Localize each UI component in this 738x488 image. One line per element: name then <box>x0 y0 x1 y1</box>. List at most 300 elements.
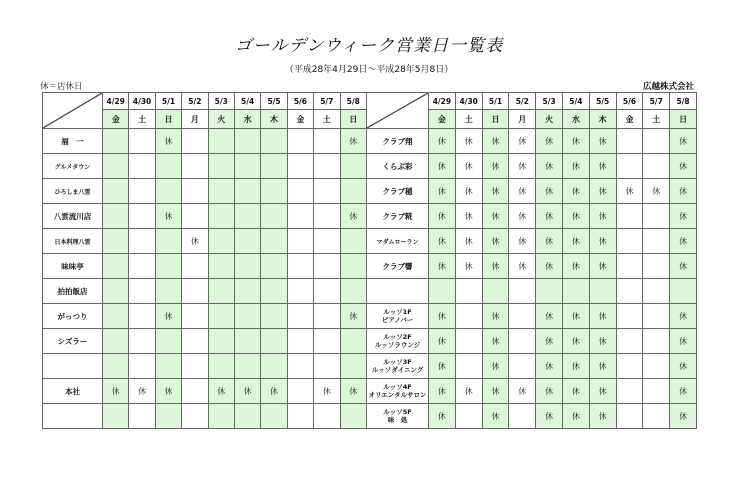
date-header: 5/7 <box>643 93 670 110</box>
status-cell <box>234 229 260 254</box>
status-cell: 休 <box>536 404 563 429</box>
status-cell <box>616 129 643 154</box>
status-cell: 休 <box>536 354 563 379</box>
weekday-header: 金 <box>616 110 643 129</box>
status-cell <box>340 154 366 179</box>
store-name: クラブ響 <box>367 254 429 279</box>
status-cell <box>261 204 287 229</box>
left-schedule-table <box>42 92 367 429</box>
date-header: 4/29 <box>429 93 456 110</box>
date-header: 4/29 <box>103 93 129 110</box>
status-cell: 休 <box>182 229 208 254</box>
status-cell: 休 <box>155 304 181 329</box>
status-cell <box>155 404 181 429</box>
status-cell: 休 <box>536 229 563 254</box>
status-cell <box>643 404 670 429</box>
status-cell <box>340 404 366 429</box>
store-name: マダムローラン <box>367 229 429 254</box>
status-cell <box>182 129 208 154</box>
status-cell <box>234 254 260 279</box>
status-cell <box>234 329 260 354</box>
status-cell: 休 <box>670 304 697 329</box>
legend: 休＝店休日 <box>40 82 83 92</box>
weekday-header: 木 <box>261 110 287 129</box>
weekday-header: 火 <box>536 110 563 129</box>
store-name <box>367 304 429 329</box>
status-cell <box>616 279 643 304</box>
status-cell: 休 <box>589 179 616 204</box>
table-row <box>43 129 367 154</box>
store-name <box>43 404 103 429</box>
status-cell: 休 <box>340 129 366 154</box>
store-name-floor: ルッソ1F <box>383 308 412 316</box>
status-cell: 休 <box>562 329 589 354</box>
status-cell: 休 <box>536 304 563 329</box>
status-cell <box>234 404 260 429</box>
date-header: 5/6 <box>616 93 643 110</box>
store-name: 福 一 <box>43 129 103 154</box>
status-cell <box>643 279 670 304</box>
status-cell: 休 <box>670 129 697 154</box>
status-cell <box>509 354 536 379</box>
status-cell <box>509 404 536 429</box>
table-row <box>367 179 697 204</box>
status-cell: 休 <box>455 179 482 204</box>
status-cell: 休 <box>429 254 456 279</box>
status-cell: 休 <box>103 379 129 404</box>
table-row <box>43 279 367 304</box>
status-cell: 休 <box>670 354 697 379</box>
status-cell <box>129 304 155 329</box>
status-cell <box>314 279 340 304</box>
status-cell <box>340 354 366 379</box>
store-name <box>367 379 429 404</box>
weekday-header: 月 <box>509 110 536 129</box>
status-cell: 休 <box>340 379 366 404</box>
status-cell <box>261 354 287 379</box>
status-cell <box>129 404 155 429</box>
status-cell: 休 <box>455 204 482 229</box>
status-cell <box>182 354 208 379</box>
store-name-label: ピアノバー <box>381 316 414 324</box>
store-name <box>43 354 103 379</box>
status-cell: 休 <box>536 254 563 279</box>
status-cell <box>643 129 670 154</box>
status-cell <box>234 154 260 179</box>
status-cell <box>208 229 234 254</box>
status-cell: 休 <box>643 179 670 204</box>
status-cell <box>155 154 181 179</box>
store-name-floor: ルッソ5F <box>383 408 412 416</box>
status-cell: 休 <box>589 254 616 279</box>
status-cell: 休 <box>155 379 181 404</box>
status-cell: 休 <box>589 204 616 229</box>
status-cell <box>103 204 129 229</box>
status-cell: 休 <box>429 179 456 204</box>
status-cell <box>261 304 287 329</box>
store-name <box>367 329 429 354</box>
date-header: 5/8 <box>340 93 366 110</box>
status-cell: 休 <box>562 129 589 154</box>
table-row <box>367 304 697 329</box>
status-cell <box>182 204 208 229</box>
status-cell: 休 <box>340 204 366 229</box>
store-name: クラブ穂 <box>367 179 429 204</box>
status-cell <box>670 279 697 304</box>
status-cell <box>129 154 155 179</box>
status-cell <box>314 354 340 379</box>
date-header: 5/2 <box>509 93 536 110</box>
status-cell: 休 <box>536 379 563 404</box>
store-name-floor: ルッソ3F <box>383 358 412 366</box>
status-cell: 休 <box>589 154 616 179</box>
status-cell <box>261 404 287 429</box>
status-cell: 休 <box>155 129 181 154</box>
weekday-header: 金 <box>287 110 313 129</box>
status-cell <box>643 304 670 329</box>
status-cell <box>103 279 129 304</box>
status-cell <box>129 254 155 279</box>
status-cell <box>208 154 234 179</box>
status-cell <box>536 279 563 304</box>
date-header: 4/30 <box>455 93 482 110</box>
date-header: 5/4 <box>562 93 589 110</box>
status-cell: 休 <box>482 304 509 329</box>
status-cell: 休 <box>208 379 234 404</box>
status-cell: 休 <box>670 254 697 279</box>
store-name: 味味亭 <box>43 254 103 279</box>
status-cell: 休 <box>429 304 456 329</box>
status-cell <box>287 404 313 429</box>
store-name-label: 味 処 <box>387 416 408 424</box>
status-cell <box>103 354 129 379</box>
status-cell <box>509 304 536 329</box>
status-cell <box>455 279 482 304</box>
status-cell: 休 <box>429 204 456 229</box>
status-cell <box>129 129 155 154</box>
status-cell <box>455 404 482 429</box>
status-cell <box>103 254 129 279</box>
status-cell: 休 <box>509 154 536 179</box>
status-cell <box>208 279 234 304</box>
weekday-header: 日 <box>670 110 697 129</box>
weekday-header: 土 <box>129 110 155 129</box>
status-cell: 休 <box>482 129 509 154</box>
status-cell <box>261 329 287 354</box>
weekday-header: 火 <box>208 110 234 129</box>
status-cell: 休 <box>455 229 482 254</box>
status-cell <box>234 179 260 204</box>
store-name: がっつり <box>43 304 103 329</box>
status-cell <box>616 154 643 179</box>
status-cell: 休 <box>455 379 482 404</box>
table-row <box>367 354 697 379</box>
store-name-label: ルッソダイニング <box>371 366 424 374</box>
status-cell <box>103 404 129 429</box>
status-cell: 休 <box>562 304 589 329</box>
status-cell <box>182 404 208 429</box>
weekday-header: 水 <box>234 110 260 129</box>
status-cell: 休 <box>670 379 697 404</box>
status-cell <box>234 354 260 379</box>
status-cell <box>314 154 340 179</box>
status-cell <box>509 279 536 304</box>
status-cell <box>234 279 260 304</box>
status-cell <box>616 354 643 379</box>
status-cell <box>643 254 670 279</box>
table-row <box>43 404 367 429</box>
store-name <box>367 279 429 304</box>
status-cell: 休 <box>261 379 287 404</box>
status-cell <box>455 304 482 329</box>
status-cell <box>182 154 208 179</box>
status-cell <box>208 254 234 279</box>
status-cell: 休 <box>482 254 509 279</box>
weekday-header: 日 <box>155 110 181 129</box>
store-name: シズラー <box>43 329 103 354</box>
status-cell <box>261 254 287 279</box>
status-cell <box>287 129 313 154</box>
status-cell: 休 <box>562 404 589 429</box>
status-cell <box>616 254 643 279</box>
table-row <box>43 154 367 179</box>
status-cell: 休 <box>482 179 509 204</box>
status-cell <box>314 404 340 429</box>
table-row <box>367 254 697 279</box>
status-cell: 休 <box>482 154 509 179</box>
date-header: 5/6 <box>287 93 313 110</box>
status-cell <box>182 279 208 304</box>
store-name: くらぶ彩 <box>367 154 429 179</box>
status-cell <box>261 229 287 254</box>
date-header: 5/8 <box>670 93 697 110</box>
status-cell <box>129 279 155 304</box>
status-cell: 休 <box>429 129 456 154</box>
status-cell: 休 <box>536 129 563 154</box>
status-cell <box>287 254 313 279</box>
date-range: （平成28年4月29日～平成28年5月8日） <box>284 65 454 75</box>
status-cell: 休 <box>482 404 509 429</box>
status-cell <box>643 329 670 354</box>
store-name-floor: ルッソ4F <box>383 383 412 391</box>
table-row <box>43 379 367 404</box>
status-cell: 休 <box>482 354 509 379</box>
status-cell <box>103 229 129 254</box>
weekday-header: 木 <box>589 110 616 129</box>
date-header: 5/5 <box>261 93 287 110</box>
status-cell <box>340 254 366 279</box>
status-cell <box>155 179 181 204</box>
status-cell: 休 <box>429 329 456 354</box>
table-row <box>367 154 697 179</box>
store-name: 八雲流川店 <box>43 204 103 229</box>
header-diagonal-cell <box>43 93 103 129</box>
table-row <box>43 354 367 379</box>
status-cell <box>103 304 129 329</box>
status-cell <box>616 229 643 254</box>
status-cell <box>261 154 287 179</box>
status-cell: 休 <box>562 354 589 379</box>
status-cell: 休 <box>340 304 366 329</box>
table-row <box>367 404 697 429</box>
status-cell: 休 <box>589 304 616 329</box>
status-cell <box>182 254 208 279</box>
status-cell <box>182 379 208 404</box>
table-row <box>367 129 697 154</box>
status-cell <box>155 254 181 279</box>
weekday-header: 土 <box>643 110 670 129</box>
status-cell <box>287 329 313 354</box>
status-cell: 休 <box>536 154 563 179</box>
status-cell <box>261 179 287 204</box>
status-cell: 休 <box>155 204 181 229</box>
page-title: ゴールデンウィーク営業日一覧表 <box>234 36 504 56</box>
store-name: 拍拍飯店 <box>43 279 103 304</box>
status-cell: 休 <box>482 379 509 404</box>
status-cell <box>129 229 155 254</box>
status-cell <box>616 329 643 354</box>
status-cell <box>616 204 643 229</box>
status-cell <box>103 329 129 354</box>
status-cell: 休 <box>234 379 260 404</box>
status-cell: 休 <box>509 179 536 204</box>
store-name-label: オリエンタルサロン <box>368 391 427 399</box>
header-diagonal-cell <box>367 93 429 129</box>
status-cell <box>129 329 155 354</box>
status-cell <box>616 304 643 329</box>
status-cell <box>155 279 181 304</box>
status-cell: 休 <box>429 354 456 379</box>
status-cell <box>234 304 260 329</box>
status-cell <box>589 279 616 304</box>
status-cell <box>287 229 313 254</box>
date-header: 5/2 <box>182 93 208 110</box>
status-cell: 休 <box>536 329 563 354</box>
weekday-header: 日 <box>482 110 509 129</box>
status-cell <box>103 154 129 179</box>
date-header: 5/5 <box>589 93 616 110</box>
status-cell: 休 <box>589 379 616 404</box>
right-schedule-table <box>366 92 697 429</box>
table-row <box>367 279 697 304</box>
table-row <box>367 329 697 354</box>
status-cell <box>314 204 340 229</box>
status-cell <box>234 204 260 229</box>
date-header: 4/30 <box>129 93 155 110</box>
status-cell <box>182 304 208 329</box>
status-cell: 休 <box>670 179 697 204</box>
status-cell <box>155 329 181 354</box>
status-cell: 休 <box>670 204 697 229</box>
status-cell <box>129 204 155 229</box>
status-cell <box>482 279 509 304</box>
status-cell <box>234 129 260 154</box>
table-row <box>43 254 367 279</box>
table-row <box>367 229 697 254</box>
store-name <box>367 404 429 429</box>
status-cell: 休 <box>482 204 509 229</box>
status-cell <box>562 279 589 304</box>
status-cell: 休 <box>482 229 509 254</box>
status-cell: 休 <box>670 404 697 429</box>
table-row <box>43 229 367 254</box>
status-cell <box>208 404 234 429</box>
status-cell: 休 <box>536 204 563 229</box>
status-cell: 休 <box>562 204 589 229</box>
status-cell: 休 <box>509 229 536 254</box>
status-cell: 休 <box>509 129 536 154</box>
status-cell <box>208 129 234 154</box>
status-cell <box>287 179 313 204</box>
status-cell: 休 <box>616 179 643 204</box>
status-cell: 休 <box>670 229 697 254</box>
status-cell: 休 <box>589 229 616 254</box>
status-cell: 休 <box>429 404 456 429</box>
status-cell <box>616 404 643 429</box>
status-cell <box>155 354 181 379</box>
date-header: 5/7 <box>314 93 340 110</box>
status-cell <box>287 279 313 304</box>
status-cell: 休 <box>670 329 697 354</box>
status-cell <box>340 279 366 304</box>
status-cell: 休 <box>562 254 589 279</box>
status-cell <box>340 179 366 204</box>
status-cell <box>643 154 670 179</box>
status-cell <box>314 229 340 254</box>
date-header: 5/4 <box>234 93 260 110</box>
status-cell: 休 <box>429 379 456 404</box>
status-cell <box>287 379 313 404</box>
date-header: 5/3 <box>536 93 563 110</box>
status-cell <box>182 329 208 354</box>
status-cell <box>129 179 155 204</box>
store-name: 本社 <box>43 379 103 404</box>
status-cell: 休 <box>429 229 456 254</box>
status-cell: 休 <box>129 379 155 404</box>
status-cell: 休 <box>589 329 616 354</box>
table-row <box>367 204 697 229</box>
status-cell <box>340 229 366 254</box>
status-cell: 休 <box>670 154 697 179</box>
status-cell: 休 <box>455 129 482 154</box>
weekday-header: 水 <box>562 110 589 129</box>
status-cell: 休 <box>536 179 563 204</box>
status-cell <box>261 129 287 154</box>
status-cell <box>643 354 670 379</box>
store-name <box>367 354 429 379</box>
status-cell <box>129 354 155 379</box>
status-cell: 休 <box>589 354 616 379</box>
status-cell: 休 <box>509 379 536 404</box>
weekday-header: 土 <box>455 110 482 129</box>
status-cell: 休 <box>509 254 536 279</box>
status-cell <box>314 329 340 354</box>
status-cell: 休 <box>455 254 482 279</box>
company-name: 広越株式会社 <box>642 82 694 92</box>
table-row <box>43 304 367 329</box>
status-cell <box>314 129 340 154</box>
table-row <box>43 179 367 204</box>
weekday-header: 金 <box>103 110 129 129</box>
status-cell: 休 <box>589 404 616 429</box>
store-name: グルメタウン <box>43 154 103 179</box>
status-cell: 休 <box>562 379 589 404</box>
status-cell <box>155 229 181 254</box>
weekday-header: 月 <box>182 110 208 129</box>
status-cell: 休 <box>455 154 482 179</box>
status-cell: 休 <box>429 154 456 179</box>
status-cell <box>103 179 129 204</box>
